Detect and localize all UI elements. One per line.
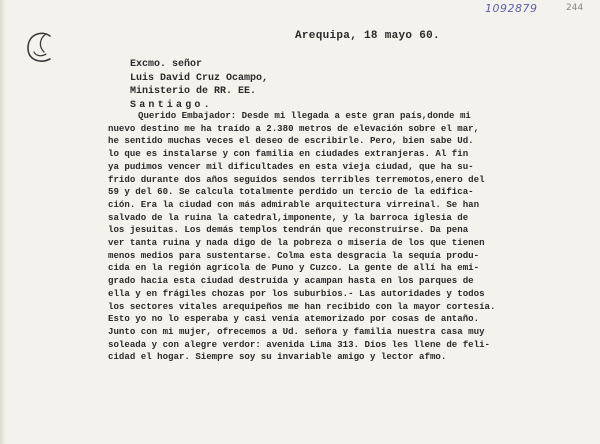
body-line: lo que es instalarse y con familia en ciudades extranjeras. Al fin [108,148,469,160]
body-line: cida en la región agrícola de Puno y Cuzco. La gente de allí ha emi- [108,262,480,274]
body-line: ver tanta ruina y nada digo de la pobreza o miseria de los que tienen [108,237,485,249]
body-line: salvado de la ruina la catedral,imponente, y la barroca iglesia de [108,211,469,223]
body-line: he sentido muchas veces el deseo de escribirle. Pero, bien sabe Ud. [108,135,474,147]
body-line: ya pudimos vencer mil dificultades en esta vieja ciudad, que ha su- [108,160,474,172]
archive-page-number: 244 [566,3,584,13]
body-line: Junto con mi mujer, ofrecemos a Ud. señora y familia nuestra casa muy [108,325,485,337]
body-line: ella y en frágiles chozas por los suburbios.- Las autoridades y todos [108,287,485,299]
letter-date-line: Arequipa, 18 mayo 60. [295,30,440,42]
body-line: menos medios para sustentarse. Colma esta desgracia la sequía produ- [108,249,480,261]
body-line: cidad el hogar. Siempre soy su invariable amigo y lector afmo. [108,351,447,363]
body-line: soleada y con alegre verdor: avenida Lima 313. Dios les llene de feli- [108,338,490,350]
body-line: los jesuitas. Los demás templos tendrán que reconstruirse. Da pena [108,224,469,236]
body-line: los sectores vitales arequipeños me han recibido con la mayor cortesía. [108,300,496,312]
body-line: 59 y del 60. Se calcula totalmente perdido un tercio de la edifica- [108,186,474,198]
address-line: Ministerio de RR. EE. [130,86,257,97]
address-line: Luis David Cruz Ocampo, [130,72,269,84]
letter-body [108,110,583,364]
body-line: nuevo destino me ha traído a 2.380 metros de elevación sobre el mar, [108,122,480,134]
handwritten-c-mark-icon [20,26,64,70]
body-line: ción. Era la ciudad con más admirable arquitectura virreinal. Se han [108,198,480,210]
paper-edge-shadow [0,0,6,444]
body-line: grado hacia esta ciudad destruída y acampan hasta en los parques de [108,275,474,287]
body-line: Esto yo no lo esperaba y casi venía atemorizado por cosas de antaño. [108,313,480,325]
body-line: Querido Embajador: Desde mi llegada a este gran país,donde mi [138,110,471,121]
address-line: Santiago. [130,99,213,111]
body-line: frido durante dos años seguidos sendos terribles terremotos,enero del [108,173,485,185]
recipient-address [130,58,268,112]
archive-reference-number: 1092879 [485,2,538,15]
address-line: Excmo. señor [130,59,203,70]
